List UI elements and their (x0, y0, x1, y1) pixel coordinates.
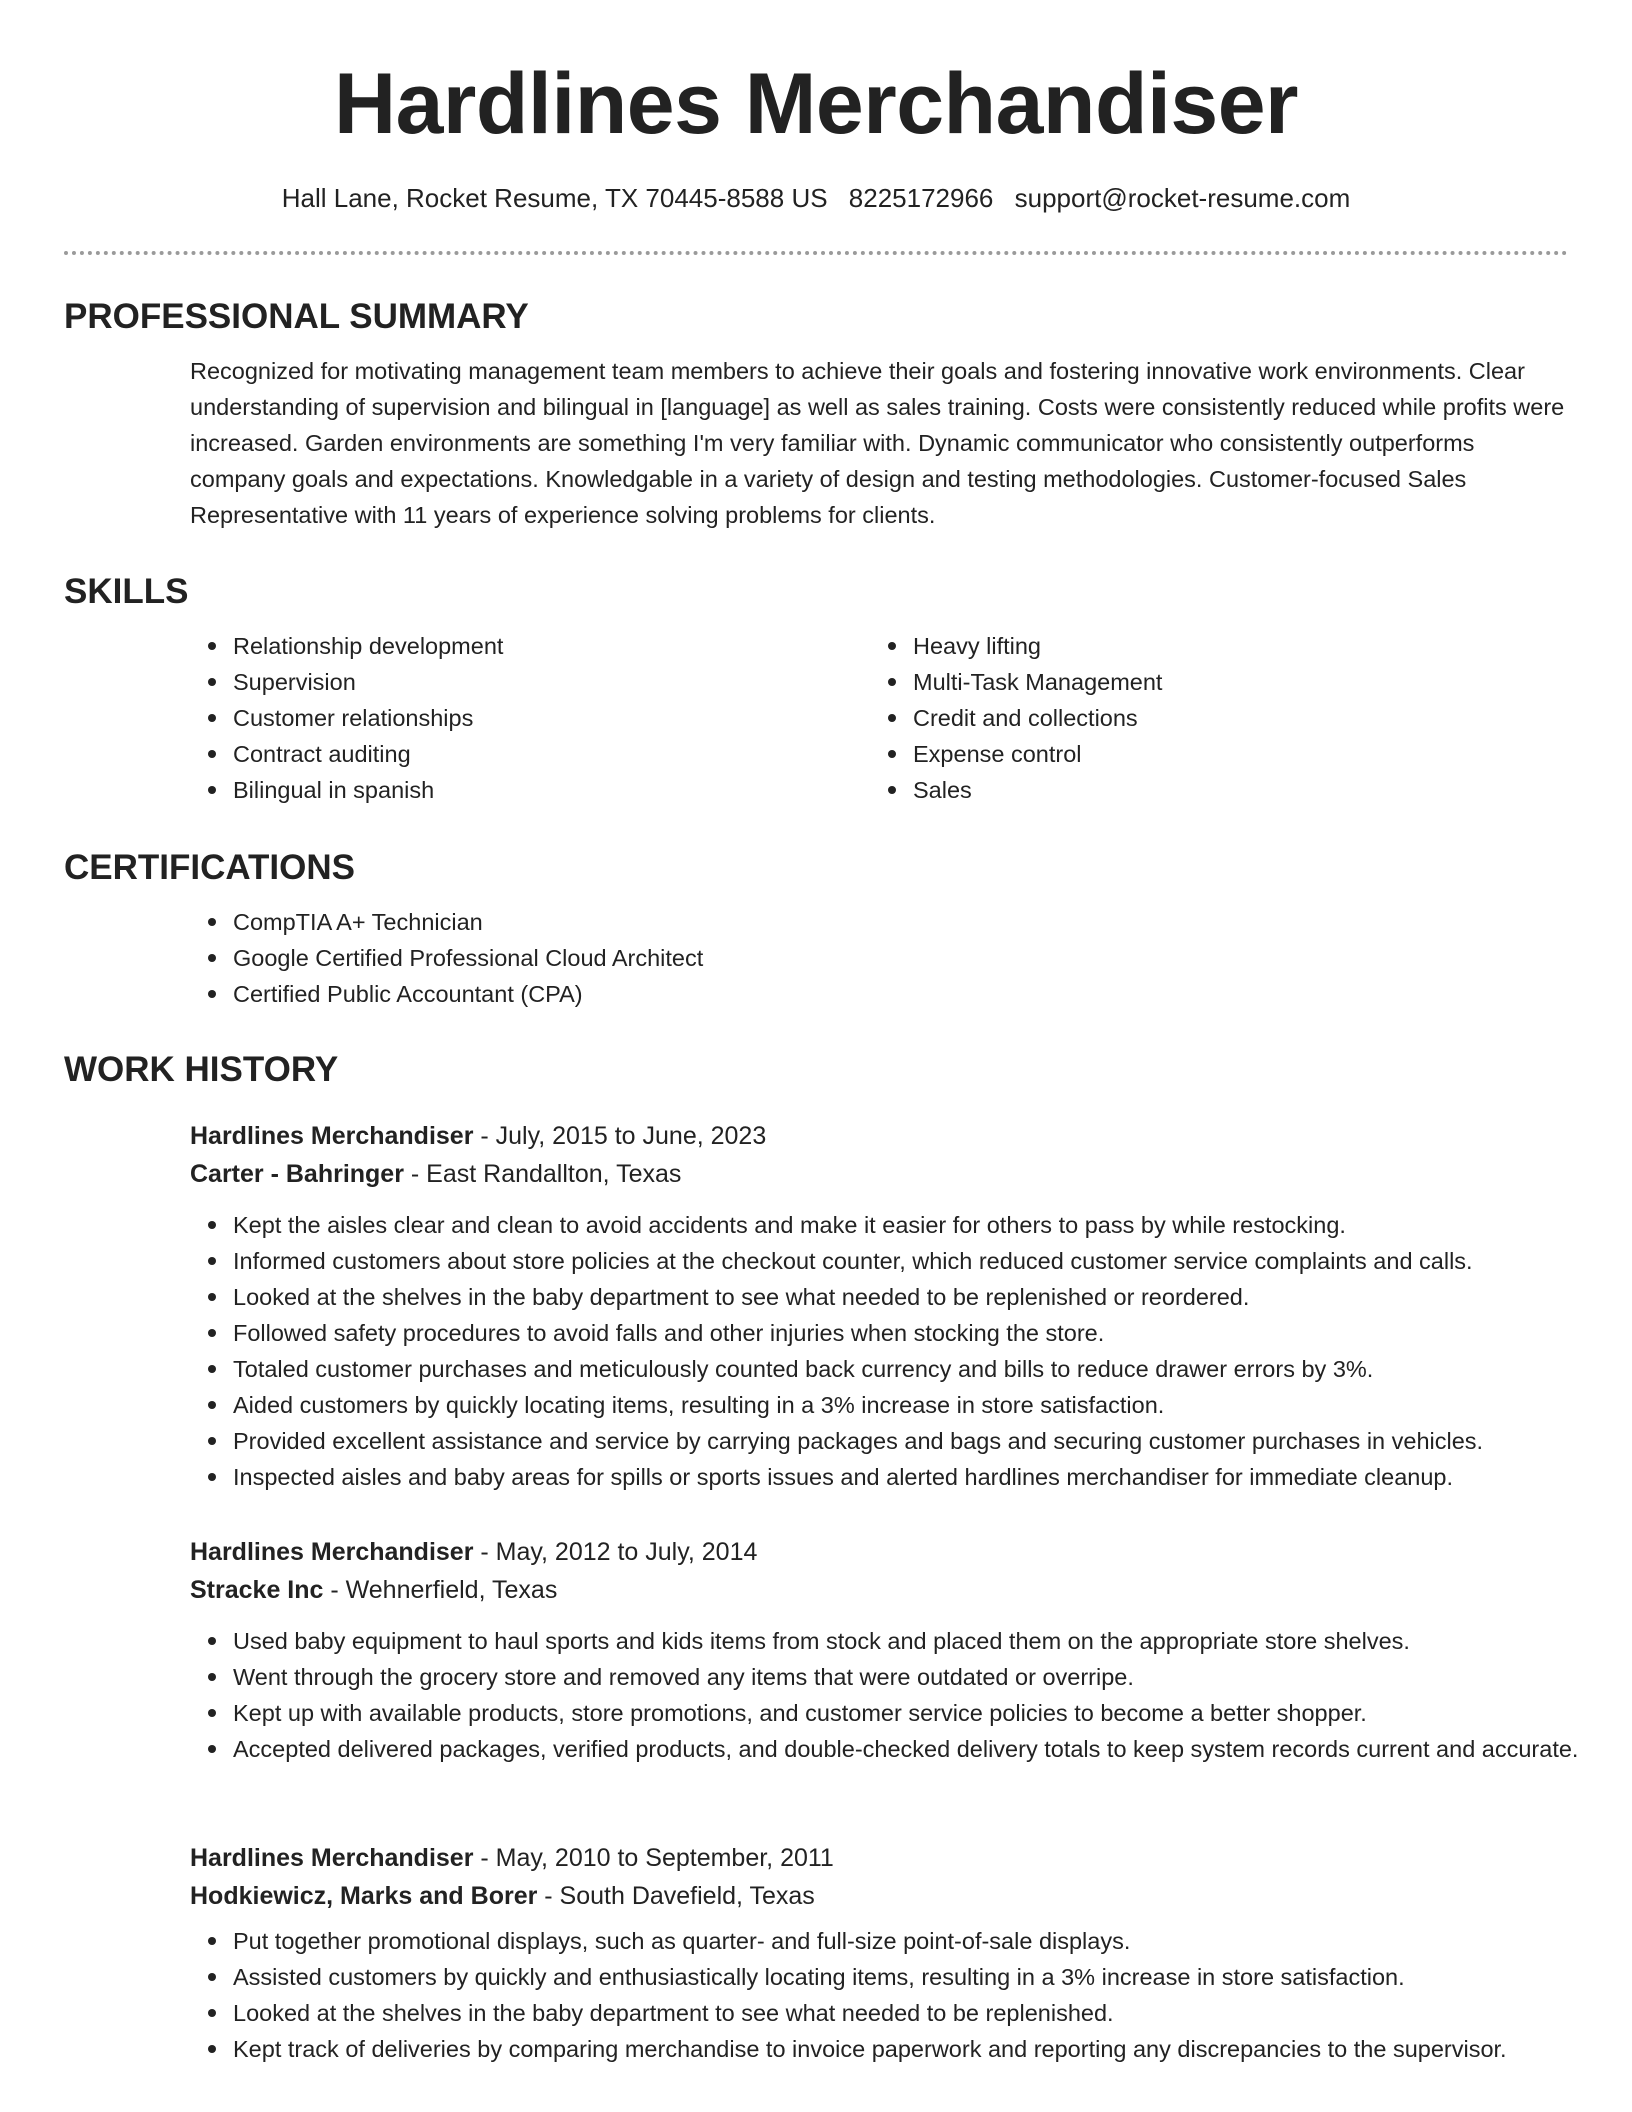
contact-phone: 8225172966 (848, 183, 994, 213)
job-duty: Provided excellent assistance and service by carrying packages and bags and securing customer purchases in vehicles. (233, 1423, 1632, 1459)
job-dates: - May, 2012 to July, 2014 (473, 1538, 758, 1566)
job-duty: Looked at the shelves in the baby department to see what needed to be replenished or reordered. (233, 1279, 1632, 1315)
job-entry (64, 1117, 1632, 1495)
job-company-line (190, 1877, 1632, 1915)
job-duty: Kept the aisles clear and clean to avoid accidents and make it easier for others to pass by while restocking. (233, 1207, 1632, 1243)
skill-item: Supervision (233, 664, 743, 700)
job-title-line (190, 1533, 1632, 1571)
job-duty: Informed customers about store policies at the checkout counter, which reduced customer service complaints and calls. (233, 1243, 1632, 1279)
work-history-section (64, 1049, 1568, 1091)
job-duties (190, 1923, 1632, 2067)
certifications-list (64, 904, 1568, 1012)
certifications-section (64, 847, 1568, 1012)
job-dates: - May, 2010 to September, 2011 (473, 1844, 834, 1872)
skill-item: Sales (913, 772, 1423, 808)
job-duty: Went through the grocery store and removed any items that were outdated or overripe. (233, 1659, 1632, 1695)
job-company-line (190, 1571, 1632, 1609)
skill-item: Customer relationships (233, 700, 743, 736)
certifications-title: CERTIFICATIONS (64, 848, 356, 887)
job-company: Carter - Bahringer (190, 1160, 404, 1188)
contact-email: support@rocket-resume.com (1014, 183, 1351, 213)
header-divider (64, 251, 1568, 255)
summary-section (64, 296, 1568, 533)
job-duties (190, 1207, 1632, 1495)
certification-item: Google Certified Professional Cloud Architect (233, 940, 1568, 976)
job-duty: Accepted delivered packages, verified products, and double-checked delivery totals to keep system records current and accurate. (233, 1731, 1632, 1767)
candidate-name: Hardlines Merchandiser (333, 56, 1299, 152)
job-duty: Kept up with available products, store promotions, and customer service policies to become a better shopper. (233, 1695, 1632, 1731)
job-duty: Inspected aisles and baby areas for spills or sports issues and alerted hardlines merchandiser for immediate cleanup. (233, 1459, 1632, 1495)
job-role: Hardlines Merchandiser (190, 1844, 474, 1872)
job-duty: Put together promotional displays, such as quarter- and full-size point-of-sale displays. (233, 1923, 1632, 1959)
job-entry (64, 1839, 1632, 2067)
skill-item: Multi-Task Management (913, 664, 1423, 700)
job-duty: Followed safety procedures to avoid falls and other injuries when stocking the store. (233, 1315, 1632, 1351)
skills-columns (64, 628, 1568, 808)
certification-item: Certified Public Accountant (CPA) (233, 976, 1568, 1012)
skill-item: Bilingual in spanish (233, 772, 743, 808)
job-dates: - July, 2015 to June, 2023 (473, 1122, 767, 1150)
job-duty: Aided customers by quickly locating items, resulting in a 3% increase in store satisfaction. (233, 1387, 1632, 1423)
job-role: Hardlines Merchandiser (190, 1122, 474, 1150)
skills-list-right (743, 628, 1423, 808)
job-duty: Looked at the shelves in the baby department to see what needed to be replenished. (233, 1995, 1632, 2031)
skill-item: Contract auditing (233, 736, 743, 772)
job-location: - East Randallton, Texas (403, 1160, 682, 1188)
skill-item: Expense control (913, 736, 1423, 772)
job-location: - South Davefield, Texas (537, 1882, 815, 1910)
job-title-line (190, 1117, 1632, 1155)
skills-section (64, 571, 1568, 808)
skill-item: Heavy lifting (913, 628, 1423, 664)
contact-address: Hall Lane, Rocket Resume, TX 70445-8588 US (281, 183, 828, 213)
summary-title: PROFESSIONAL SUMMARY (64, 297, 529, 336)
skill-item: Relationship development (233, 628, 743, 664)
job-title-line (190, 1839, 1632, 1877)
skills-list-left (64, 628, 743, 808)
skill-item: Credit and collections (913, 700, 1423, 736)
job-location: - Wehnerfield, Texas (323, 1576, 558, 1604)
job-entry (64, 1533, 1632, 1767)
contact-line (0, 180, 1632, 216)
work-history-title: WORK HISTORY (64, 1050, 339, 1089)
job-duty: Kept track of deliveries by comparing merchandise to invoice paperwork and reporting any discrepancies to the supervisor. (233, 2031, 1632, 2067)
certification-item: CompTIA A+ Technician (233, 904, 1568, 940)
job-duty: Used baby equipment to haul sports and kids items from stock and placed them on the appropriate store shelves. (233, 1623, 1632, 1659)
job-duties (190, 1623, 1632, 1767)
job-company: Hodkiewicz, Marks and Borer (190, 1882, 538, 1910)
skills-title: SKILLS (64, 572, 189, 611)
job-company-line (190, 1155, 1632, 1193)
job-duty: Assisted customers by quickly and enthusiastically locating items, resulting in a 3% increase in store satisfaction. (233, 1959, 1632, 1995)
job-role: Hardlines Merchandiser (190, 1538, 474, 1566)
summary-text: Recognized for motivating management team members to achieve their goals and fostering innovative work environments. Clear understanding of supervision and bilingual in [language] as well as sales training. Costs were consistently reduced while profits were increased. Garden environments are something I'm very familiar with. Dynamic communicator who consistently outperforms company goals and expectations. Knowledgable in a variety of design and testing methodologies. Customer-focused Sales Representative with 11 years of experience solving problems for clients. (190, 358, 1565, 528)
job-company: Stracke Inc (190, 1576, 324, 1604)
job-duty: Totaled customer purchases and meticulously counted back currency and bills to reduce drawer errors by 3%. (233, 1351, 1632, 1387)
